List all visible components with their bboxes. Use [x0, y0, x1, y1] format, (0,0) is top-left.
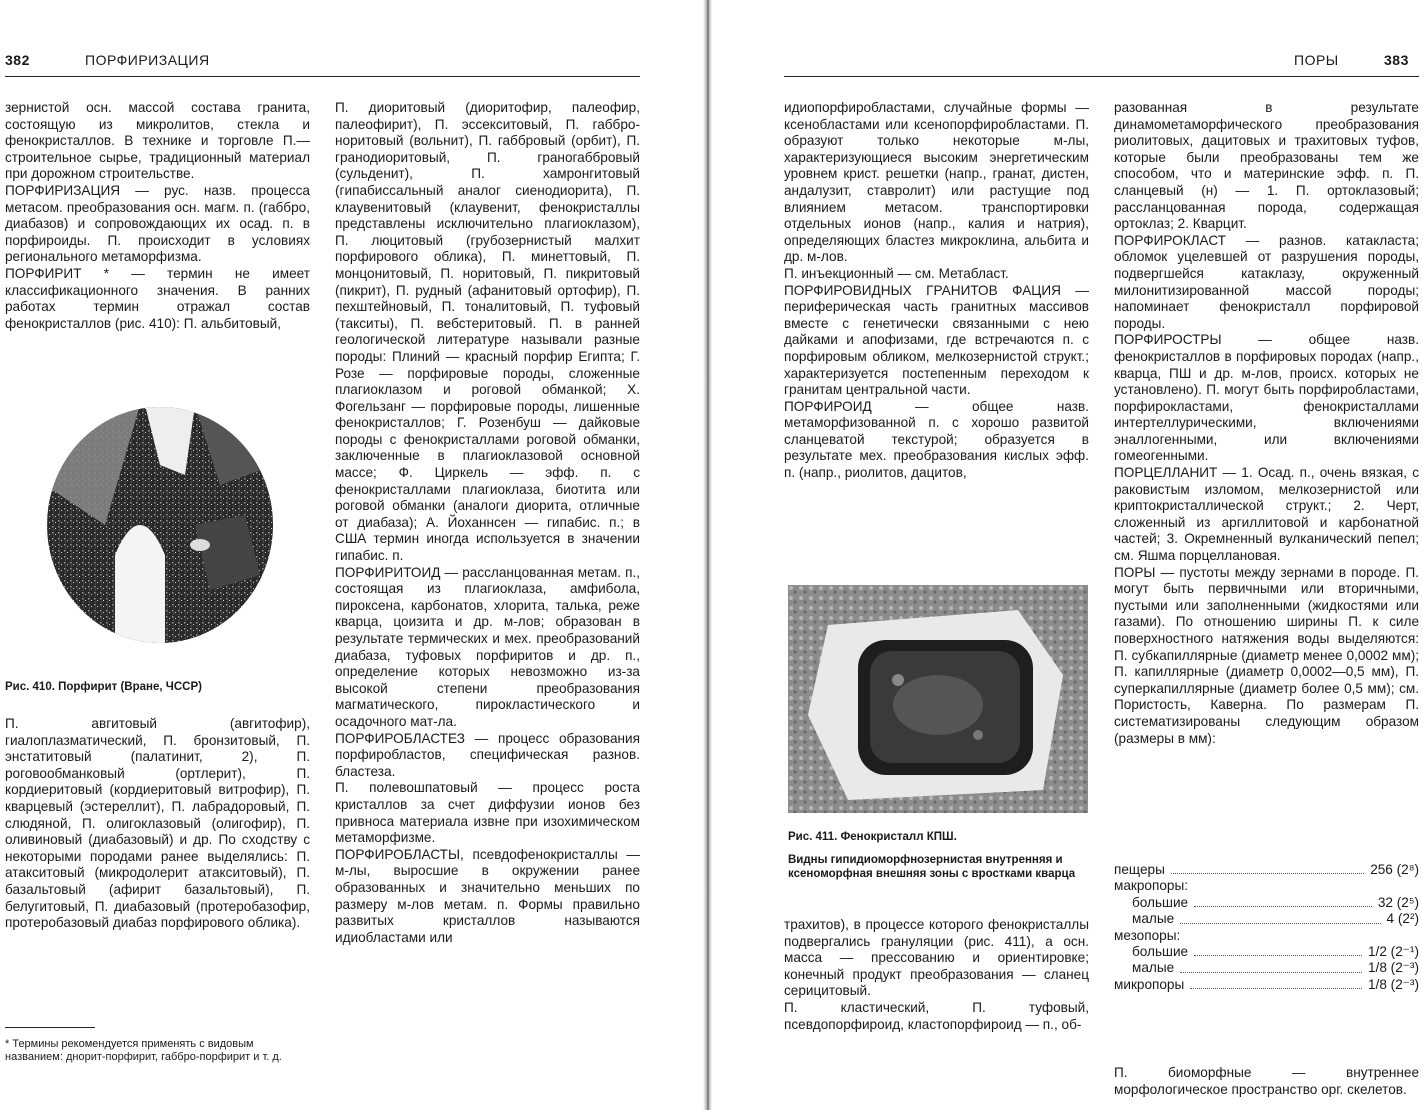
entry-pory: ПОРЫ — пустоты между зернами в породе. П. могут быть первичными или вторичными, пустыми или заполненными (жидкостями или газами). По отношению ширины П. к силе поверхностного натяжения воды выделяются: П. субкапиллярные (диаметр менее 0,0002 мм); П. капиллярные (диаметр 0,0002—0,5 мм), П. суперкапиллярные (диаметр более 0,5 мм); см. Пористость, Каверна. По размерам П. систематизированы следующим образом (размеры в мм):: [1114, 564, 1419, 746]
left-page-header: [5, 50, 640, 77]
entry-porfiroid: ПОРФИРОИД — общее назв. метаморфизованной п. с хорошо развитой сланцеватой текстурой; образуется в результате мех. преобразования кислых эфф. п. (напр., риолитов, дацитов,: [784, 398, 1089, 481]
right-column-2: [1114, 100, 1419, 747]
entry-inekcionnyi: П. инъекционный — см. Метабласт.: [784, 265, 1009, 281]
paragraph: идиопорфиробластами, случайные формы — ксенобластами или ксенопорфиробластами. П. образуют только некоторые м-лы, характеризующиеся высоким энергетическим уровнем крист. решетки (напр., гранат, дистен, андалузит, ставролит) или растущие под влиянием метасом. транспортировки отдельных ионов (напр., калия и натрия), определяющих бластез микроклина, альбита и др. м-лов.: [784, 100, 1089, 265]
entry-porfiroblastez: ПОРФИРОБЛАСТЕЗ — процесс образования порфиробластов, специфическая разнов. бластеза.: [335, 730, 640, 779]
entry-biomorfnye: П. биоморфные — внутреннее морфологическое пространство орг. скелетов.: [1114, 1065, 1419, 1097]
paragraph: разованная в результате динамометаморфического преобразования риолитовых, дацитовых и трахитовых туфов, которые были преобразованы тем же способом, что и материнские эфф. п. П. сланцевый (н) — 1. П. ортоклазовый; рассланцованная порода, содержащая ортоклаз; 2. Кварцит.: [1114, 100, 1419, 232]
entry-porfiroklast: ПОРФИРОКЛАСТ — разнов. катакласта; обломок уцелевшей от разрушения породы, подвергшейся катаклазу, окруженный милонитизированной массой породы; напоминает фенокристалл порфировой породы.: [1114, 232, 1419, 331]
right-page: [712, 0, 1423, 1110]
pore-size-table: [1114, 862, 1419, 993]
page-number: 382: [5, 52, 30, 68]
table-row: большие 32 (2⁵): [1132, 894, 1419, 910]
table-row: мезопоры:: [1114, 927, 1181, 943]
entry-porfirovidnyh-granitov-faciya: ПОРФИРОВИДНЫХ ГРАНИТОВ ФАЦИЯ — периферическая часть гранитных массивов вместе с генетически связанными с нею дайками и апофизами, где встречаются п. с порфировым обликом, мелкозернистой структ.; характеризуется постепенным переходом к гранитам центральной части.: [784, 282, 1089, 398]
paragraph: зернистой осн. массой состава гранита, состоящую из микролитов, стекла и фенокристаллов. В технике и торговле П.— строительное сырье, традиционный материал при дорожном строительстве.: [5, 100, 310, 182]
right-column-1-bottom: [784, 917, 1089, 1033]
footnote: * Термины рекомендуется применять с видовым названием: днорит-порфирит, габбро-порфирит и т. д.: [5, 1038, 282, 1063]
entry-porfiritoid: ПОРФИРИТОИД — рассланцованная метам. п., состоящая из плагиоклаза, амфибола, пироксена, карбонатов, хлорита, талька, реже кварца, цоизита и др. м-лов; образован в результате термических и мех. преобразований диабаза, туфовых порфиритов и др. п., определение которых невозможно из-за высокой степени преобразования магматического, пирокластического и осадочного мат-ла.: [335, 564, 640, 729]
right-page-header: [784, 50, 1419, 77]
figure-411-caption-text: Видны гипидиоморфнозернистая внутренняя и ксеноморфная внешняя зоны с вростками кварца: [788, 854, 1076, 880]
entry-porfirostry: ПОРФИРОСТРЫ — общее назв. фенокристаллов в порфировых породах (напр., кварца, ПШ и др. м-лов, происх. которых не установлено). П. могут быть порфиробластами, порфирокластами, фенокристаллами интертеллурическими, включениями эналлогенными, или включениями гомеогенными.: [1114, 332, 1419, 464]
table-row: макропоры:: [1114, 878, 1189, 894]
table-row: малые 4 (2²): [1132, 911, 1419, 927]
page-number: 383: [1384, 52, 1409, 68]
figure-410-micrograph: [45, 405, 275, 645]
paragraph: П. диоритовый (диоритофир, палеофир, палеофирит), П. эссекситовый, П. габбро-норитовый (вольнит), П. габбровый (орбит), П. гранодиоритовый, П. граногаббровый (сульденит), П. хамронгитовый (гипабиссальный аналог сиенодиорита), П. клаувенитовый (клаувенит, фенокристаллы представлены исключительно плагиоклазом), П. люцитовый (грубозернистый малхит порфирового облика), П. минеттовый, П. монцонитовый, П. норитовый, П. пикритовый (пикрит), П. рудный (афанитовый ортофир), П. пехштейновый, П. тоналитовый, П. туфовый (такситы), П. вебстеритовый. П. в ранней геологической литературе называли разные породы: Плиний — красный порфир Египта; Г. Розе — порфировые породы, сложенные плагиоклазом и роговой обманкой; Х. Фогельзанг — порфировые породы, лишенные фенокристаллов; Г. Розенбуш — дайковые породы с фенокристаллами роговой обманки, заключенные в плагиоклазовой основной массе; Ф. Циркель — эфф. п. с фенокристаллами плагиоклаза, биотита или роговой обманки (аналоги диорита, отличные от диабаза); А. Йоханнсен — гипабис. п.; в США термин иногда используется в значении гипабис. п.: [335, 100, 640, 564]
figure-410-caption: Рис. 410. Порфирит (Вране, ЧССР): [5, 681, 202, 693]
entry-polevoshpatovyi: П. полевошпатовый — процесс роста кристаллов за счет диффузии ионов без привноса материала извне при изохимическом метаморфизме.: [335, 780, 640, 846]
paragraph: П. кластический, П. туфовый, псевдопорфироид, кластопорфироид — п., об-: [784, 999, 1089, 1032]
running-title: ПОРЫ: [1294, 52, 1339, 68]
entry-porfiroblasty: ПОРФИРОБЛАСТЫ, псевдофенокристаллы — м-лы, выросшие в окружении ранее образованных и значительно меньших по размеру м-лов метам. п. Формы правильно развитых кристаллов называются идиобластами или: [335, 846, 640, 945]
figure-411-caption-title: Рис. 411. Фенокристалл КПШ.: [788, 831, 957, 843]
entry-porfirizatsiya: ПОРФИРИЗАЦИЯ — рус. назв. процесса метасом. преобразования осн. магм. п. (габбро, диабазов) и сопровождающих их осад. п. в порфироиды. П. происходит в условиях регионального метаморфизма.: [5, 182, 310, 265]
paragraph: трахитов), в процессе которого фенокристаллы подвергались грануляции (рис. 411), а осн. масса — прессованию и ориентировке; конечный продукт преобразования — сланец серицитовый.: [784, 917, 1089, 999]
table-row: микропоры 1/8 (2⁻³): [1114, 976, 1419, 992]
table-row: малые 1/8 (2⁻³): [1132, 960, 1419, 976]
table-row: пещеры 256 (2⁸): [1114, 862, 1419, 877]
book-gutter: [703, 0, 712, 1110]
footnote-rule: [5, 1027, 95, 1028]
left-column-2: [335, 100, 640, 946]
left-page: [0, 0, 705, 1110]
paragraph: П. авгитовый (авгитофир), гиалоплазматический, П. бронзитовый, П. энстатитовый (палатинит, 2), П. роговообманковый (ортлерит), П. кордиеритовый (кордиеритовый витрофир), П. кварцевый (эстереллит), П. лабрадоровый, П. слюдяной, П. олигоклазовый (олигофир), П. оливиновый (диабазовый) и др. По сходству с некоторыми породами ранее выделялись: П. атакситовый (микродолерит атакситовый), П. базальтовый (афирит базальтовый), П. белугитовый, П. диабазовый (протеробазофир, протеробазовый диабаз порфирового облика).: [5, 716, 310, 931]
left-column-1-top: [5, 100, 310, 332]
right-column-1-top: [784, 100, 1089, 482]
left-column-1-bottom: [5, 716, 310, 932]
entry-porfirit: ПОРФИРИТ * — термин не имеет классификационного значения. В ранних работах термин отражал состав фенокристаллов (рис. 410): П. альбитовый,: [5, 265, 310, 331]
figure-411-photo: [788, 585, 1088, 813]
running-title: ПОРФИРИЗАЦИЯ: [85, 52, 210, 68]
entry-porcellanit: ПОРЦЕЛЛАНИТ — 1. Осад. п., очень вязкая, с раковистым изломом, мелкозернистой или криптокристаллической структ.; 2. Черт, сложенный из аргиллитовой и карбонатной частей; 3. Окремненный вулканический пепел; см. Яшма порцеллановая.: [1114, 465, 1419, 564]
table-row: большие 1/2 (2⁻¹): [1132, 944, 1419, 960]
